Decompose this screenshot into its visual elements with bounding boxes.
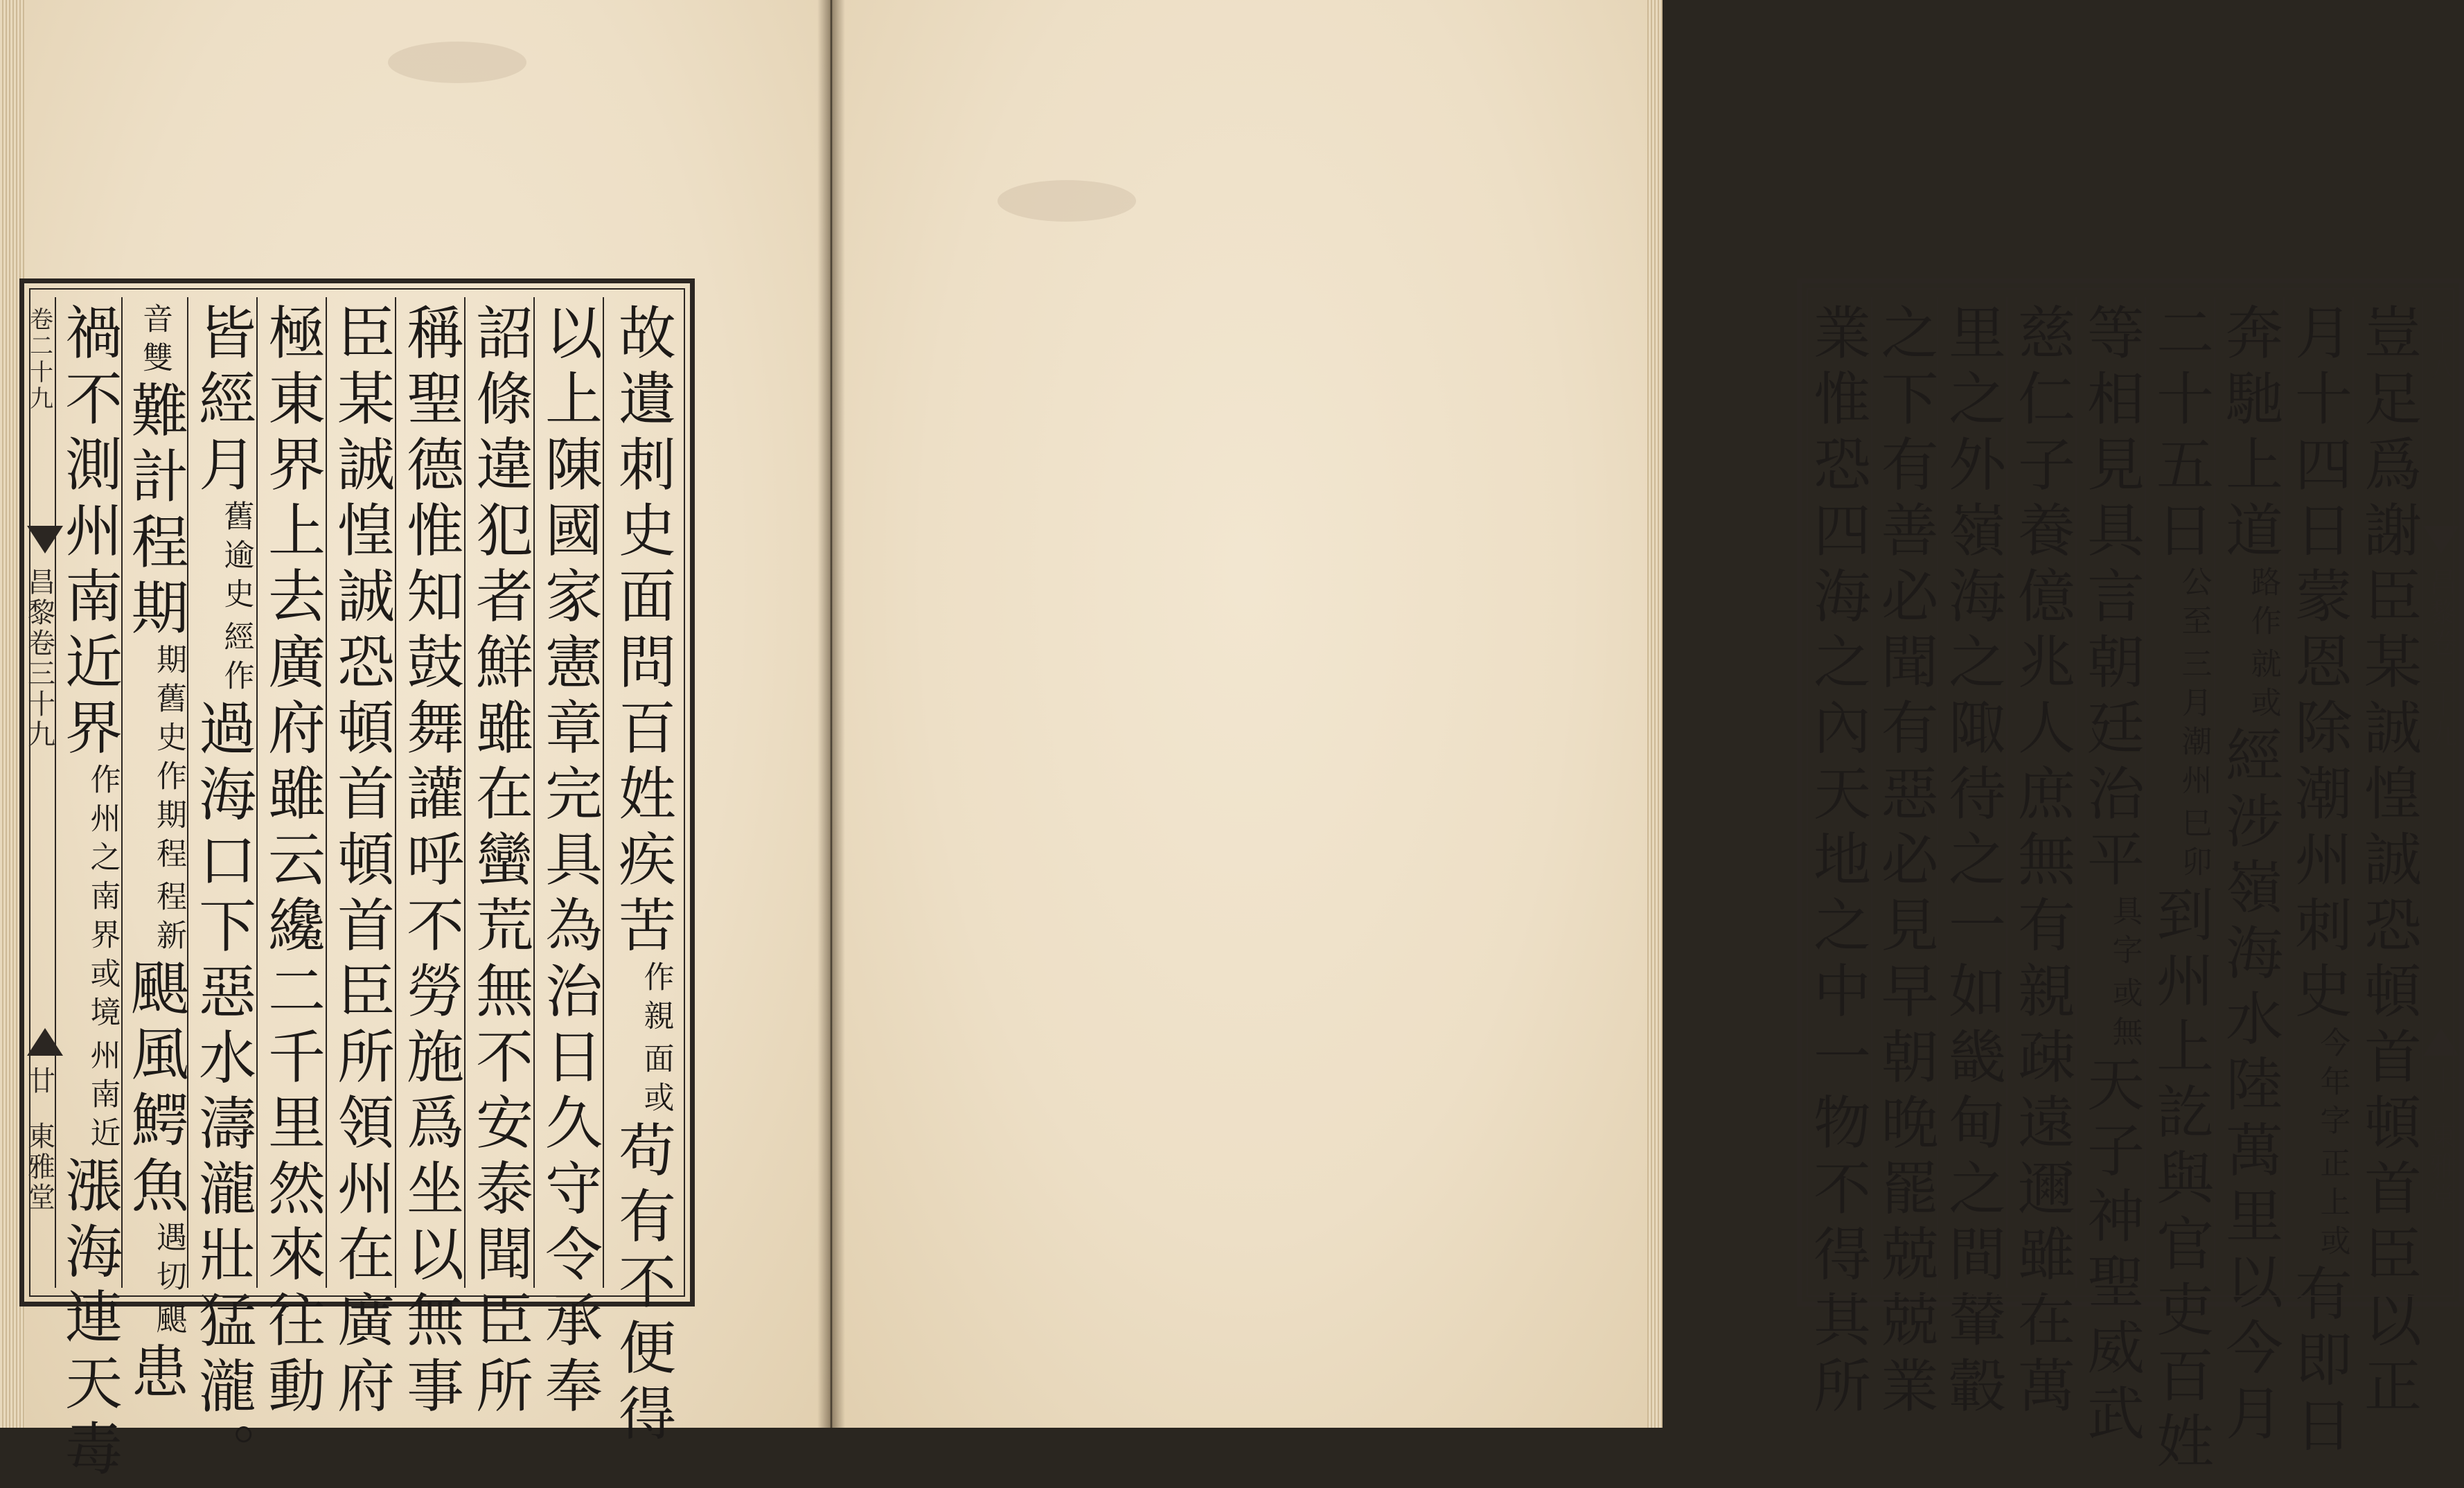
left-margin-leaf: 廿	[23, 1066, 55, 1097]
left-column-3	[464, 297, 533, 1421]
paper-stain	[998, 180, 1136, 222]
column-text: 之下有善必聞有惡必見早朝晚罷兢兢業	[1871, 303, 1938, 1421]
column-text-tail: 颶風鰐魚	[121, 958, 188, 1221]
right-column-5	[2075, 297, 2145, 1449]
interlinear-note: 正上或 今年字	[2314, 1027, 2350, 1264]
column-text-tail: 漲海連天毒	[55, 1155, 123, 1485]
fishtail-top-mark	[27, 526, 63, 553]
right-text-frame	[1797, 278, 2464, 1477]
left-column-9	[55, 297, 123, 1485]
right-column-7	[1937, 297, 2006, 1421]
left-folio-number: 卷二十九	[25, 307, 53, 412]
column-text: 奔馳上道	[2215, 303, 2283, 566]
right-folio-number: 三十八	[2428, 307, 2454, 382]
left-margin-studio: 東雅堂	[23, 1122, 55, 1213]
left-margin-title: 昌黎卷三十九	[23, 567, 55, 750]
fishtail-bottom-mark	[27, 1028, 63, 1056]
left-column-2	[533, 297, 603, 1421]
head-note: 音雙	[137, 303, 172, 380]
interlinear-note: 經作 舊逾史	[218, 500, 254, 698]
column-text-tail: 有即日	[2285, 1264, 2352, 1461]
fishtail-top-mark	[2423, 526, 2459, 553]
right-column-4	[2145, 297, 2214, 1477]
column-text: 等相見具言朝廷治平	[2077, 303, 2145, 895]
column-text-tail: 到州上訖與官吏百姓	[2146, 885, 2214, 1477]
left-text-frame	[19, 278, 695, 1488]
interlinear-note: 或無 具字	[2107, 895, 2143, 1054]
column-text: 慈仁子養億兆人庶無有親疎遠邇雖在萬	[2007, 303, 2075, 1421]
interlinear-note: 三月 公至	[2176, 566, 2212, 725]
interlinear-note: 程新 期舊史作期程	[151, 644, 186, 958]
column-text: 豈足爲謝臣某誠惶誠恐頓首頓首臣以正	[2354, 303, 2422, 1421]
right-column-2	[2283, 297, 2352, 1461]
fishtail-bottom-mark	[2423, 1028, 2459, 1056]
right-column-9	[1803, 297, 1871, 1421]
right-column-8	[1871, 297, 1938, 1421]
column-text-tail: 苟有不便得	[608, 1120, 676, 1449]
right-page	[831, 0, 2457, 1477]
left-column-4	[395, 297, 464, 1421]
right-column-6	[2006, 297, 2075, 1421]
right-fore-margin	[2422, 297, 2459, 1288]
interlinear-note: 巳卯 潮州	[2176, 725, 2212, 885]
column-text: 里之外嶺海之陬待之一如畿甸之間輦轂	[1938, 303, 2006, 1421]
column-text: 月十四日蒙恩除潮州刺史	[2285, 303, 2352, 1027]
column-text: 詔條違犯者鮮雖在蠻荒無不安泰聞臣所	[466, 303, 533, 1421]
column-text: 難計程期	[121, 380, 188, 644]
column-text: 故遺刺史面問百姓疾苦	[608, 303, 676, 961]
interlinear-note: 州南近 作州之南界或境	[85, 763, 121, 1155]
interlinear-note: 颶 遇切	[151, 1221, 186, 1342]
interlinear-note: 面或 作親	[638, 961, 674, 1120]
column-text: 禍不測州南近界	[55, 303, 123, 763]
right-margin-title: 昌黎卷三十九	[2425, 567, 2457, 750]
left-column-7	[187, 297, 256, 1488]
column-text: 極東界上去廣府雖云纔二千里然來往動	[258, 303, 326, 1421]
column-text: 皆經月	[188, 303, 256, 500]
right-column-3	[2214, 297, 2283, 1449]
page-edge-right	[1647, 0, 1663, 1428]
left-column-6	[256, 297, 326, 1421]
left-column-5	[326, 297, 395, 1421]
column-text: 稱聖德惟知鼓舞讙呼不勞施爲坐以無事	[396, 303, 464, 1421]
column-text-tail: 天子神聖威武	[2077, 1054, 2145, 1449]
column-text-tail: 經涉嶺海水陸萬里以今月	[2215, 725, 2283, 1449]
column-text: 二十五日	[2146, 303, 2214, 566]
column-text: 以上陳國家憲章完具為治日久守令承奉	[535, 303, 603, 1421]
column-text-tail: 過海口下惡水濤瀧壯猛瀧。	[188, 698, 256, 1488]
interlinear-note: 就或 路作	[2245, 566, 2281, 725]
right-column-1	[2352, 297, 2422, 1421]
left-column-8	[121, 297, 188, 1408]
left-page	[0, 0, 831, 1488]
right-margin-studio: 東雅堂	[2425, 1122, 2457, 1213]
paper-stain	[388, 42, 526, 83]
column-text: 業惟恐四海之內天地之中一物不得其所	[1803, 303, 1871, 1421]
right-margin-leaf: 十	[2425, 1066, 2457, 1097]
column-text-end: 患	[121, 1342, 188, 1408]
column-text: 臣某誠惶誠恐頓首頓首臣所領州在廣府	[327, 303, 395, 1421]
book-gutter	[817, 0, 845, 1428]
left-fore-margin	[24, 297, 55, 1288]
left-column-1	[603, 297, 680, 1449]
